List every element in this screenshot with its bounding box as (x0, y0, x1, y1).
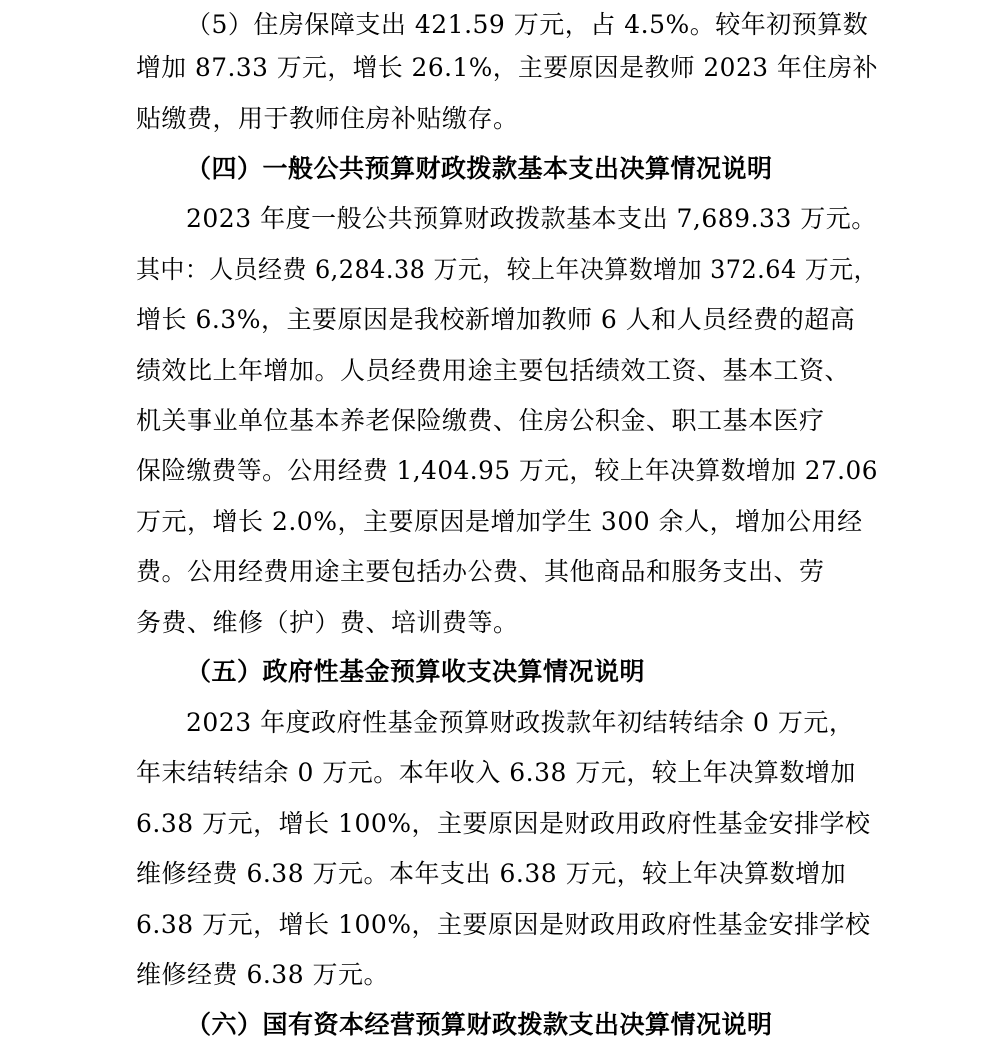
paragraph-basic-line-6: 保险缴费等。公用经费 1,404.95 万元，较上年决算数增加 27.06 (136, 456, 878, 485)
paragraph-basic-line-8: 费。公用经费用途主要包括办公费、其他商品和服务支出、劳 (136, 557, 825, 586)
paragraph-housing-line-3: 贴缴费，用于教师住房补贴缴存。 (136, 104, 519, 133)
paragraph-basic-line-7: 万元，增长 2.0%，主要原因是增加学生 300 余人，增加公用经 (136, 507, 863, 536)
paragraph-fund-line-2: 年末结转结余 0 万元。本年收入 6.38 万元，较上年决算数增加 (136, 758, 856, 787)
section-heading-4: （四）一般公共预算财政拨款基本支出决算情况说明 (186, 154, 773, 183)
paragraph-basic-line-2: 其中：人员经费 6,284.38 万元，较上年决算数增加 372.64 万元， (136, 255, 878, 284)
paragraph-basic-line-1: 2023 年度一般公共预算财政拨款基本支出 7,689.33 万元。 (186, 204, 877, 233)
paragraph-housing-line-2: 增加 87.33 万元，增长 26.1%，主要原因是教师 2023 年住房补 (136, 53, 878, 82)
paragraph-basic-line-9: 务费、维修（护）费、培训费等。 (136, 608, 519, 637)
section-heading-6: （六）国有资本经营预算财政拨款支出决算情况说明 (186, 1010, 773, 1039)
paragraph-basic-line-3: 增长 6.3%，主要原因是我校新增加教师 6 人和人员经费的超高 (136, 305, 856, 334)
section-heading-5: （五）政府性基金预算收支决算情况说明 (186, 657, 646, 686)
paragraph-basic-line-5: 机关事业单位基本养老保险缴费、住房公积金、职工基本医疗 (136, 406, 825, 435)
paragraph-fund-line-6: 维修经费 6.38 万元。 (136, 960, 390, 989)
paragraph-basic-line-4: 绩效比上年增加。人员经费用途主要包括绩效工资、基本工资、 (136, 356, 851, 385)
paragraph-fund-line-3: 6.38 万元，增长 100%，主要原因是财政用政府性基金安排学校 (136, 809, 871, 838)
paragraph-fund-line-4: 维修经费 6.38 万元。本年支出 6.38 万元，较上年决算数增加 (136, 859, 847, 888)
paragraph-housing-line-1: （5）住房保障支出 421.59 万元，占 4.5%。较年初预算数 (186, 10, 869, 39)
paragraph-fund-line-1: 2023 年度政府性基金预算财政拨款年初结转结余 0 万元， (186, 708, 855, 737)
paragraph-fund-line-5: 6.38 万元，增长 100%，主要原因是财政用政府性基金安排学校 (136, 910, 871, 939)
